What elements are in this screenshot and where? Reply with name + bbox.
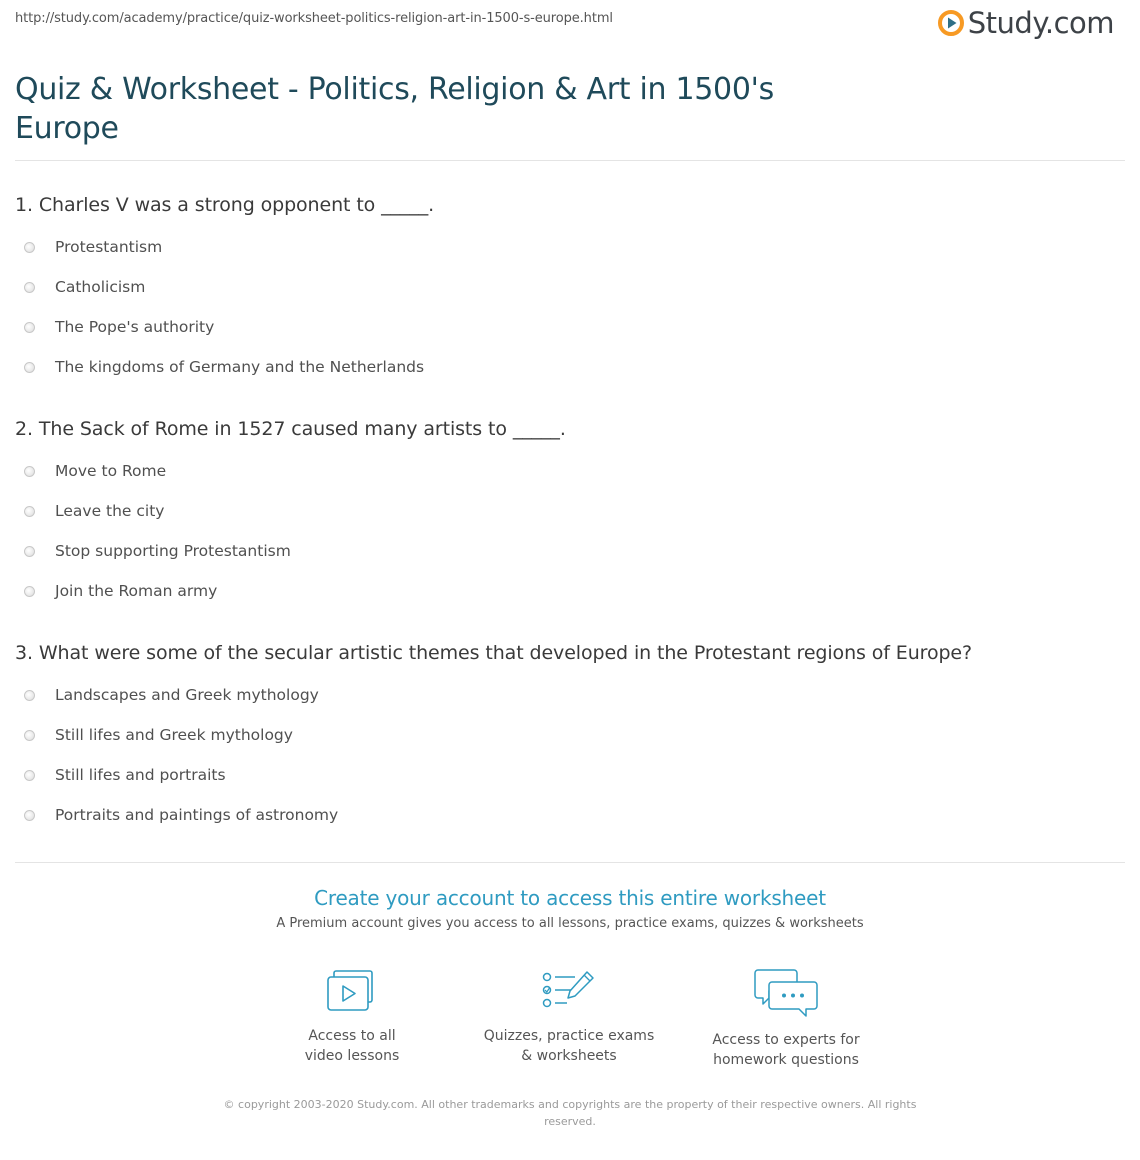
- radio-button[interactable]: [24, 362, 35, 373]
- answer-label: Move to Rome: [55, 462, 167, 480]
- question-2: 2. The Sack of Rome in 1527 caused many artists to _____.: [15, 418, 566, 440]
- answer-option[interactable]: [15, 451, 291, 491]
- radio-button[interactable]: [24, 730, 35, 741]
- answer-option[interactable]: [15, 571, 291, 611]
- copyright-notice: © copyright 2003-2020 Study.com. All other trademarks and copyrights are the property of their respective owners. All rights reserved.: [223, 1098, 917, 1128]
- feature-label: Access to all video lessons: [304, 1028, 400, 1064]
- quiz-checklist-icon: [541, 968, 597, 1014]
- answer-list-1: [15, 227, 424, 387]
- answer-list-3: [15, 675, 338, 835]
- page-title: Quiz & Worksheet - Politics, Religion & Art in 1500's Europe: [15, 72, 774, 146]
- radio-button[interactable]: [24, 466, 35, 477]
- feature-video-lessons: [242, 968, 462, 1066]
- answer-option[interactable]: [15, 267, 424, 307]
- answer-option[interactable]: [15, 755, 338, 795]
- answer-option[interactable]: [15, 227, 424, 267]
- logo-text: Study.com: [967, 6, 1114, 40]
- play-circle-icon: [938, 10, 964, 36]
- page-url: http://study.com/academy/practice/quiz-worksheet-politics-religion-art-in-1500-s-europe.html: [15, 11, 613, 26]
- feature-label: Access to experts for homework questions: [712, 1032, 860, 1068]
- divider: [15, 160, 1125, 161]
- radio-button[interactable]: [24, 690, 35, 701]
- answer-option[interactable]: [15, 531, 291, 571]
- answer-label: Portraits and paintings of astronomy: [55, 806, 339, 824]
- video-lessons-icon: [326, 968, 378, 1014]
- answer-label: Leave the city: [55, 502, 165, 520]
- radio-button[interactable]: [24, 546, 35, 557]
- study-logo[interactable]: [938, 6, 1114, 40]
- cta-subtitle: A Premium account gives you access to all lessons, practice exams, quizzes & worksheets: [276, 916, 864, 931]
- radio-button[interactable]: [24, 282, 35, 293]
- radio-button[interactable]: [24, 810, 35, 821]
- answer-label: Landscapes and Greek mythology: [55, 686, 319, 704]
- feature-quizzes: [459, 968, 679, 1066]
- cta-title[interactable]: Create your account to access this entire worksheet: [314, 886, 826, 910]
- answer-label: Still lifes and Greek mythology: [55, 726, 293, 744]
- answer-option[interactable]: [15, 675, 338, 715]
- answer-label: Stop supporting Protestantism: [55, 542, 291, 560]
- answer-option[interactable]: [15, 795, 338, 835]
- radio-button[interactable]: [24, 586, 35, 597]
- answer-option[interactable]: [15, 307, 424, 347]
- answer-label: The Pope's authority: [55, 318, 215, 336]
- radio-button[interactable]: [24, 770, 35, 781]
- answer-label: Join the Roman army: [55, 582, 218, 600]
- chat-bubbles-icon: [754, 968, 818, 1018]
- feature-label: Quizzes, practice exams & worksheets: [483, 1028, 655, 1064]
- question-3: 3. What were some of the secular artistic themes that developed in the Protestant regions of Europe?: [15, 642, 973, 664]
- answer-label: Protestantism: [55, 238, 163, 256]
- radio-button[interactable]: [24, 506, 35, 517]
- answer-label: The kingdoms of Germany and the Netherlands: [55, 358, 425, 376]
- answer-list-2: [15, 451, 291, 611]
- feature-experts: [676, 968, 896, 1070]
- question-1: 1. Charles V was a strong opponent to _____.: [15, 194, 435, 216]
- divider: [15, 862, 1125, 863]
- answer-option[interactable]: [15, 347, 424, 387]
- answer-label: Catholicism: [55, 278, 146, 296]
- radio-button[interactable]: [24, 242, 35, 253]
- answer-option[interactable]: [15, 491, 291, 531]
- answer-label: Still lifes and portraits: [55, 766, 226, 784]
- answer-option[interactable]: [15, 715, 338, 755]
- radio-button[interactable]: [24, 322, 35, 333]
